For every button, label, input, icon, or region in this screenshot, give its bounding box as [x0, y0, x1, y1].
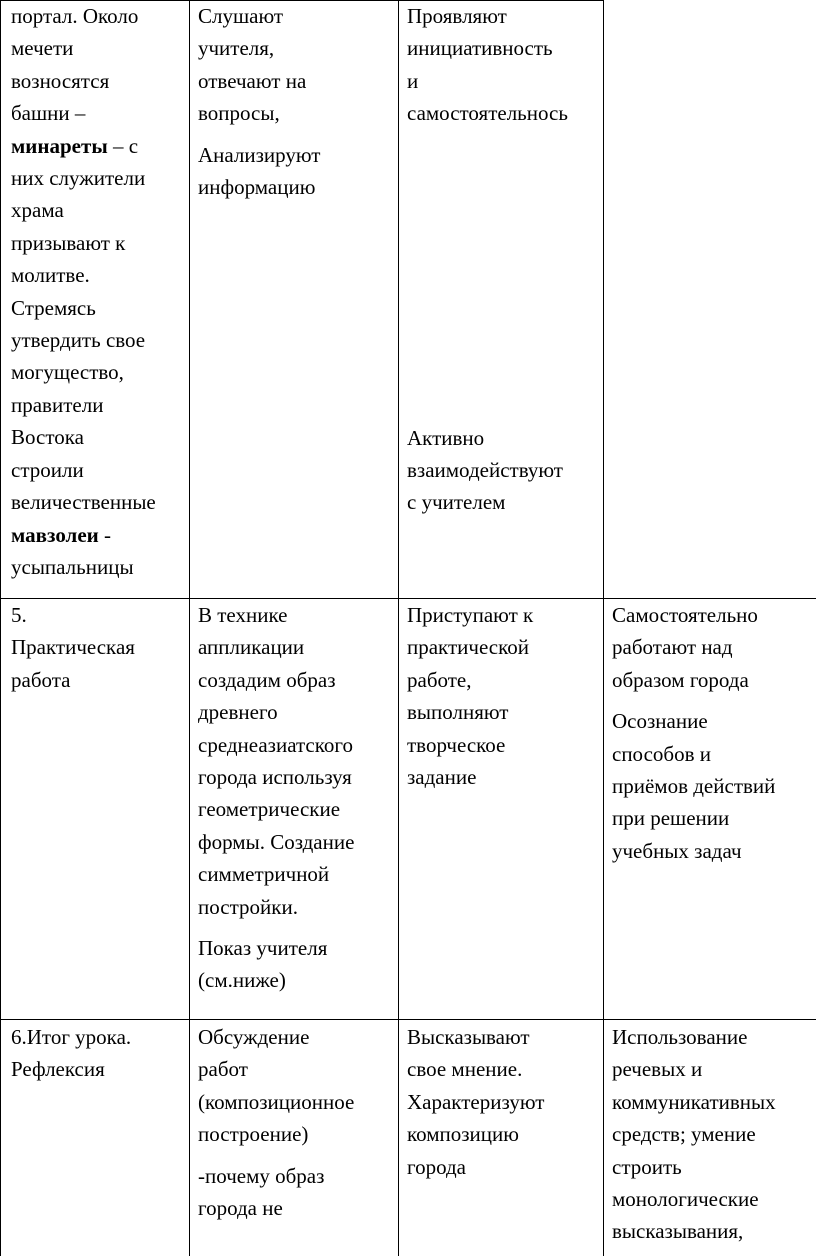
- column-divider-3: [603, 0, 604, 1256]
- table-row-3-teacher-cell: [198, 1021, 396, 1224]
- table-row-1-students-cell: [407, 0, 602, 519]
- teacher-activity: В технике аппликации создадим образ древнего среднеазиатского города используя геометрические формы. Создание симметричной постройки.: [198, 603, 355, 919]
- table-row-2-stage-cell: [11, 599, 187, 696]
- row-divider-2: [0, 1019, 816, 1020]
- teacher-activity: Слушают учителя, отвечают на вопросы,: [198, 4, 307, 126]
- table-row-3-uud-cell: [612, 1021, 815, 1248]
- stage-description: портал. Около мечети возносятся башни – минареты – с них служители храма призывают к молитве. Стремясь утвердить свое могущество, правители Востока строили величественные мавзолеи - усыпальницы: [11, 4, 156, 579]
- table-row-2-uud-cell: [612, 599, 815, 867]
- teacher-activity: Обсуждение работ (композиционное построение): [198, 1025, 355, 1147]
- column-divider-1: [189, 0, 190, 1256]
- table-row-2-teacher-cell: [198, 599, 396, 997]
- student-activity: Высказывают свое мнение. Характеризуют композицию города: [407, 1025, 545, 1179]
- term-mausoleums: мавзолеи: [11, 522, 99, 547]
- stage-title: 6.Итог урока. Рефлексия: [11, 1025, 132, 1082]
- teacher-activity: Показ учителя (см.ниже): [198, 936, 328, 993]
- table-row-3-students-cell: [407, 1021, 602, 1183]
- learning-outcome: Осознание способов и приёмов действий при решении учебных задач: [612, 709, 776, 863]
- learning-outcome: Самостоятельно работают над образом города: [612, 603, 758, 692]
- teacher-activity: Анализируют информацию: [198, 142, 321, 200]
- teacher-activity: -почему образ города не: [198, 1163, 325, 1221]
- term-minarets: минареты: [11, 133, 108, 158]
- table-row-3-stage-cell: [11, 1021, 187, 1086]
- stage-title: 5. Практическая работа: [11, 603, 135, 692]
- table-border-left: [0, 0, 1, 1256]
- table-row-2-students-cell: [407, 599, 602, 793]
- learning-outcome: Использование речевых и коммуникативных средств; умение строить монологические высказывания,: [612, 1025, 776, 1244]
- table-row-1-stage-cell: [11, 0, 187, 583]
- student-activity: Активно взаимодействуют с учителем: [407, 425, 563, 515]
- student-activity: Приступают к практической работе, выполняют творческое задание: [407, 603, 534, 790]
- column-divider-2: [398, 0, 399, 1256]
- student-activity: Проявляют инициативность и самостоятельнось: [407, 4, 568, 126]
- table-row-1-teacher-cell: [198, 0, 396, 203]
